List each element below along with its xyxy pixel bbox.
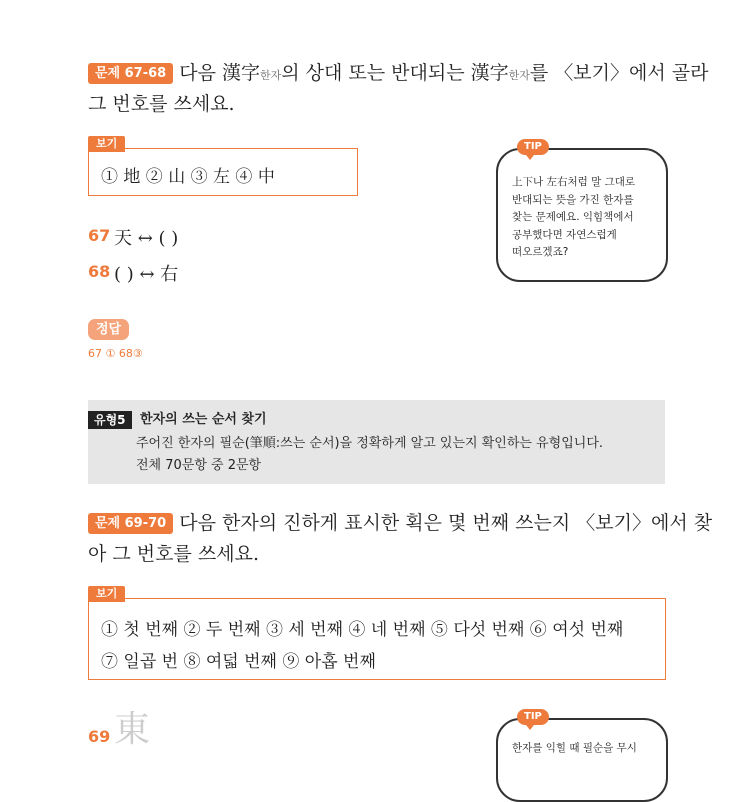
type-title: 한자의 쓰는 순서 찾기 bbox=[140, 412, 267, 427]
tip-text: 한자를 익힐 때 필순을 무시 bbox=[512, 742, 637, 754]
example-box-67-68 bbox=[88, 137, 358, 196]
item-text-67: 天 ↔ ( ) bbox=[114, 228, 179, 249]
tip-tag: TIP bbox=[517, 709, 549, 725]
type5-info-band bbox=[88, 400, 665, 484]
question-67-68-line2: 그 번호를 쓰세요. bbox=[88, 93, 235, 115]
tip-tag: TIP bbox=[517, 139, 549, 155]
example-tag: 보기 bbox=[88, 136, 125, 152]
item-number-69: 69 bbox=[88, 727, 111, 746]
example-tag: 보기 bbox=[88, 586, 125, 602]
stroke-order-character: 東 bbox=[114, 709, 151, 750]
question-67-68-line1: 문제 67-68 다음 漢字한자의 상대 또는 반대되는 漢字한자를 〈보기〉에서 골라 bbox=[88, 58, 708, 91]
item-text-68: ( ) ↔ 右 bbox=[114, 264, 179, 285]
example-options-row1: ① 첫 번째 ② 두 번째 ③ 세 번째 ④ 네 번째 ⑤ 다섯 번째 ⑥ 여섯 번째 bbox=[101, 620, 624, 640]
item-number-67: 67 bbox=[88, 226, 111, 245]
question-badge: 문제 67-68 bbox=[88, 63, 173, 84]
question-badge: 문제 69-70 bbox=[88, 513, 173, 534]
example-options: ① 地 ② 山 ③ 左 ④ 中 bbox=[101, 167, 275, 187]
type-count: 전체 70문항 중 2문항 bbox=[136, 458, 262, 473]
tip-bubble-67-68 bbox=[496, 141, 668, 282]
item-number-68: 68 bbox=[88, 262, 111, 281]
answer-tag: 정답 bbox=[88, 319, 129, 340]
type-badge: 유형5 bbox=[88, 411, 132, 429]
answer-text: 67 ① 68③ bbox=[88, 347, 143, 360]
type-description: 주어진 한자의 필순(筆順:쓰는 순서)을 정확하게 알고 있는지 확인하는 유형입니다. bbox=[136, 436, 604, 451]
tip-text: 上下나 左右처럼 말 그대로 반대되는 뜻을 가진 한자를 찾는 문제예요. 익힘책에서 공부했다면 자연스럽게 떠오르겠죠? bbox=[512, 176, 636, 258]
tip-bubble-69-70 bbox=[496, 711, 668, 802]
example-box-69-70 bbox=[88, 587, 666, 680]
example-options-row2: ⑦ 일곱 번 ⑧ 여덟 번째 ⑨ 아홉 번째 bbox=[101, 652, 376, 672]
question-69-70-line1: 문제 69-70 다음 한자의 진하게 표시한 획은 몇 번째 쓰는지 〈보기〉에서 찾 bbox=[88, 508, 712, 538]
question-69-70-line2: 아 그 번호를 쓰세요. bbox=[88, 543, 259, 565]
